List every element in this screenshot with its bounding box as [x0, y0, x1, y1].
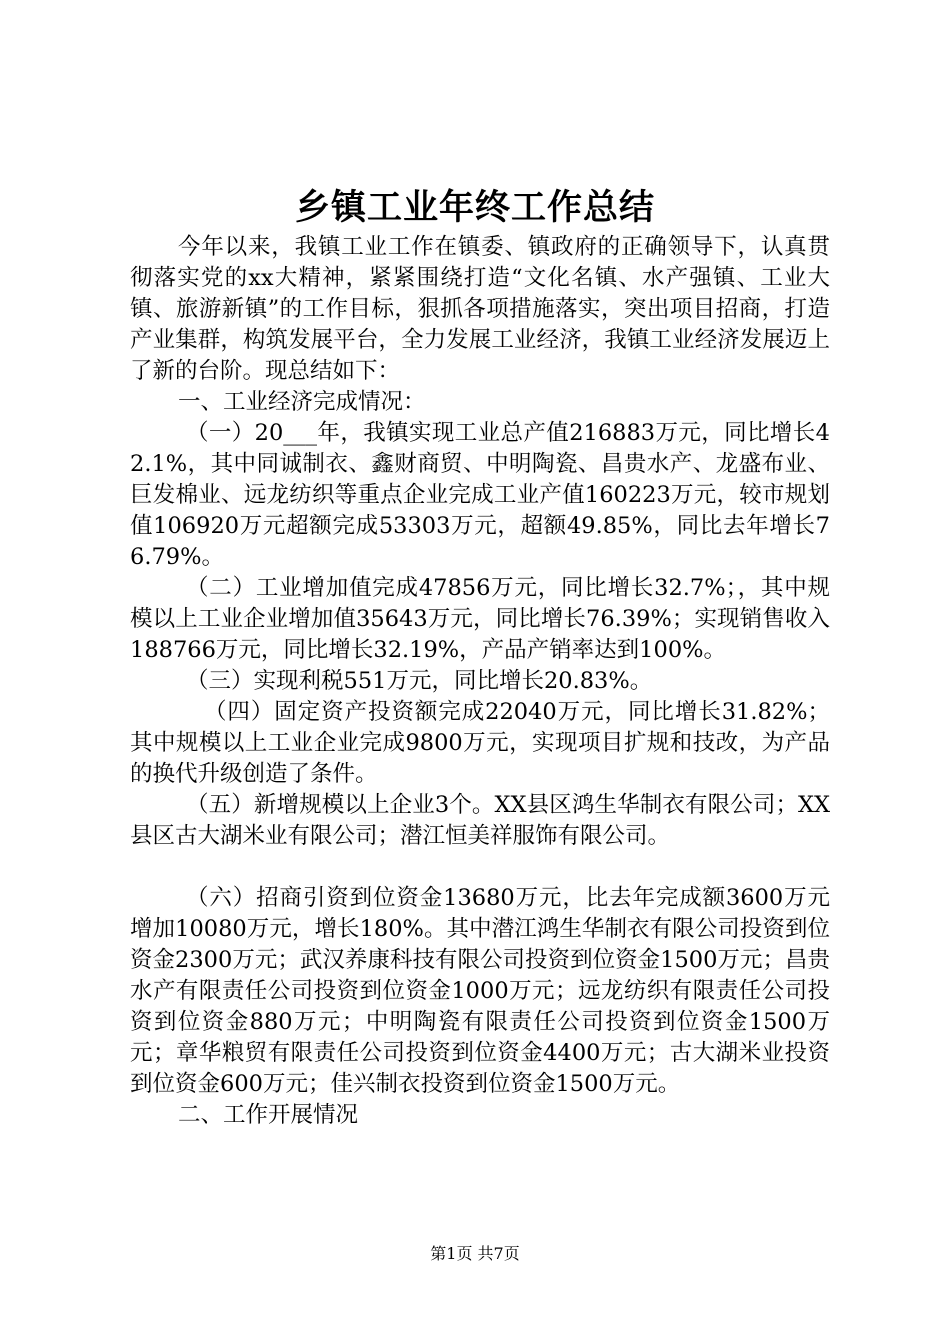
item-paragraph-2: （二）工业增加值完成47856万元，同比增长32.7%；，其中规模以上工业企业增加值35643万元，同比增长76.39%；实现销售收入188766万元，同比增长32.19%，产品产销率达到100%。: [130, 575, 830, 663]
page-footer: 第1页 共7页: [430, 1244, 520, 1263]
item-paragraph-5: （五）新增规模以上企业3个。XX县区鸿生华制衣有限公司；XX县区古大湖米业有限公司；潜江恒美祥服饰有限公司。: [130, 792, 830, 849]
document-body: [130, 232, 830, 1131]
paragraph-spacer: [130, 852, 830, 883]
intro-paragraph: 今年以来，我镇工业工作在镇委、镇政府的正确领导下，认真贯彻落实党的xx大精神，紧紧围绕打造“文化名镇、水产强镇、工业大镇、旅游新镇”的工作目标，狠抓各项措施落实，突出项目招商，打造产业集群，构筑发展平台，全力发展工业经济，我镇工业经济发展迈上了新的台阶。现总结如下：: [130, 234, 830, 384]
item-paragraph-4: （四）固定资产投资额完成22040万元，同比增长31.82%；其中规模以上工业企业完成9800万元，实现项目扩规和技改，为产品的换代升级创造了条件。: [130, 699, 830, 787]
section-heading-2: 二、工作开展情况: [178, 1102, 359, 1128]
item-paragraph-1: （一）20___年，我镇实现工业总产值216883万元，同比增长42.1%，其中同诚制衣、鑫财商贸、中明陶瓷、昌贵水产、龙盛布业、巨发棉业、远龙纺织等重点企业完成工业产值160223万元，较市规划值106920万元超额完成53303万元，超额49.85%，同比去年增长76.79%。: [130, 420, 830, 570]
item-paragraph-3: （三）实现利税551万元，同比增长20.83%。: [186, 668, 653, 694]
section-heading-1: 一、工业经济完成情况：: [178, 389, 426, 415]
document-title: 乡镇工业年终工作总结: [294, 188, 655, 228]
item-paragraph-6: （六）招商引资到位资金13680万元，比去年完成额3600万元增加10080万元，增长180%。其中潜江鸿生华制衣有限公司投资到位资金2300万元；武汉养康科技有限公司投资到位资金1500万元；昌贵水产有限责任公司投资到位资金1000万元；远龙纺织有限责任公司投资到位资金880万元；中明陶瓷有限责任公司投资到位资金1500万元；章华粮贸有限责任公司投资到位资金4400万元；古大湖米业投资到位资金600万元；佳兴制衣投资到位资金1500万元。: [130, 885, 830, 1097]
